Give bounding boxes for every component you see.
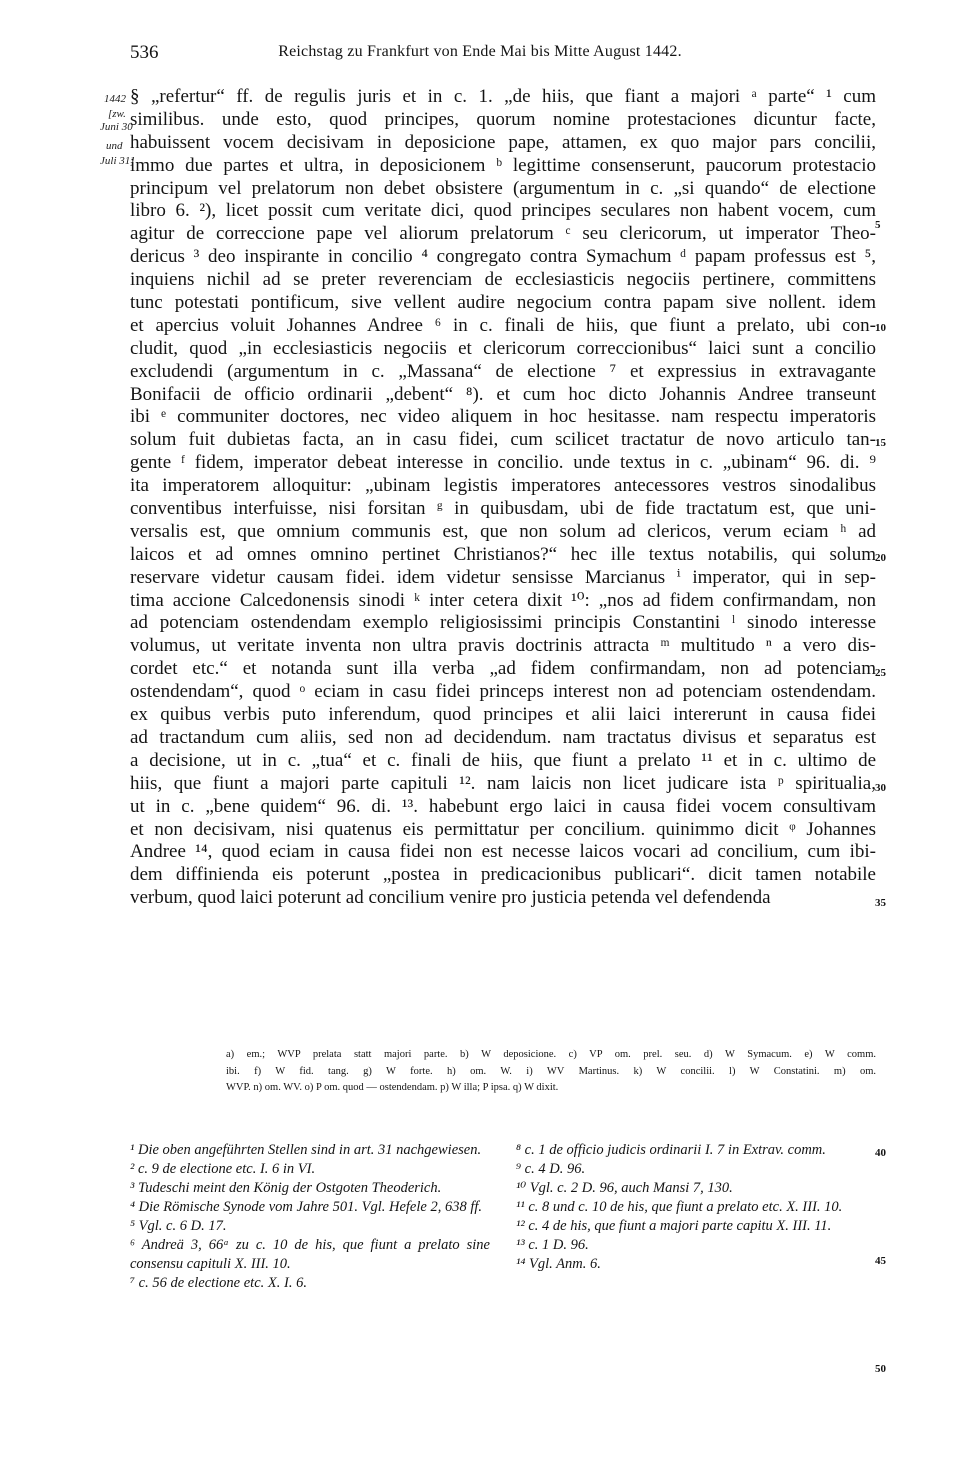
footnotes-left-column bbox=[130, 1141, 490, 1293]
line-number: 25 bbox=[875, 667, 886, 679]
text-line: agitur de correccione pape vel aliorum prelatorum ᶜ seu clericorum, ut imperator Theo- bbox=[130, 223, 876, 245]
line-number: 50 bbox=[875, 1363, 886, 1375]
line-number: 15 bbox=[875, 437, 886, 449]
footnote: ⁵ Vgl. c. 6 D. 17. bbox=[130, 1218, 227, 1234]
text-line: immo due partes et ultra, in deposicionem ᵇ legittime consenserunt, paucorum protestacio bbox=[130, 154, 876, 176]
text-line: verbum, quod laici poterunt ad concilium venire pro justicia petenda vel defendenda bbox=[130, 887, 771, 909]
margin-note-date-end: Juli 31] bbox=[100, 155, 135, 167]
footnote: ³ Tudeschi meint den König der Ostgoten Theoderich. bbox=[130, 1180, 442, 1196]
footnote: ¹¹ c. 8 und c. 10 de his, que fiunt a prelato etc. X. III. 10. bbox=[516, 1199, 843, 1215]
line-number: 10 bbox=[875, 322, 886, 334]
text-line: cordet etc.“ et notanda sunt illa verba „ad fidem confirmandam, non ad potenciam bbox=[130, 658, 876, 680]
footnote: ¹ Die oben angeführten Stellen sind in art. 31 nachgewiesen. bbox=[130, 1142, 482, 1158]
main-text bbox=[130, 86, 876, 910]
footnote: ¹⁴ Vgl. Anm. 6. bbox=[516, 1256, 601, 1272]
line-number: 45 bbox=[875, 1255, 886, 1267]
footnotes-right-column bbox=[516, 1141, 876, 1274]
text-line: et apercius voluit Johannes Andree ⁶ in c. finali de hiis, que fiunt a prelato, ubi con- bbox=[130, 314, 876, 336]
text-line: habuissent vocem decisivam in deposicione pape, attamen, ex quo major pars concilii, bbox=[130, 131, 876, 153]
text-line: tunc potestati pontificum, sive vellent audire negocium contra papam sive nollent. idem bbox=[130, 292, 876, 314]
text-line: conventibus interfuisse, nisi forsitan ᵍ in quibusdam, ubi de fide tractatum est, que uni- bbox=[130, 498, 876, 520]
text-line: solum fuit dubietas facta, an in casu fidei, cum scilicet tractatur de novo articulo tan- bbox=[130, 429, 876, 451]
text-line: hiis, que fiunt a majori parte capituli ¹². nam laicis non licet judicare ista ᵖ spiritualia, bbox=[130, 772, 876, 794]
footnote: ⁴ Die Römische Synode vom Jahre 501. Vgl. Hefele 2, 638 ff. bbox=[130, 1199, 483, 1215]
text-line: principum vel prelatorum non debet obsistere (argumentum in c. „si quando“ de electione bbox=[130, 177, 876, 199]
text-line: ut in c. „bene quidem“ 96. di. ¹³. habebunt ergo laici in causa fidei vocem consultivam bbox=[130, 795, 876, 817]
footnote: ¹⁰ Vgl. c. 2 D. 96, auch Mansi 7, 130. bbox=[516, 1180, 733, 1196]
text-line: ostendendam“, quod ᵒ eciam in casu fidei princeps interest non ad potenciam ostendendam. bbox=[130, 681, 876, 703]
footnote: ⁷ c. 56 de electione etc. X. I. 6. bbox=[130, 1275, 307, 1291]
line-number: 20 bbox=[875, 552, 886, 564]
text-line: excludendi (argumentum in c. „Massana“ de electione ⁷ et expressius in extravagante bbox=[130, 360, 876, 382]
footnote: ¹³ c. 1 D. 96. bbox=[516, 1237, 589, 1253]
apparatus-line: WVP. n) om. WV. o) P om. quod — ostendendam. p) W illa; P ipsa. q) W dixit. bbox=[226, 1082, 559, 1093]
footnote: ⁹ c. 4 D. 96. bbox=[516, 1161, 586, 1177]
running-head: Reichstag zu Frankfurt von Ende Mai bis Mitte August 1442. bbox=[278, 43, 682, 60]
critical-apparatus bbox=[226, 1047, 876, 1097]
apparatus-line: ibi. f) W fid. tang. g) W forte. h) om. W. i) WV Martinus. k) W concilii. l) W Constatini. m) om. bbox=[226, 1065, 876, 1077]
text-line: dericus ³ deo inspirante in concilio ⁴ congregato contra Symachum ᵈ papam professus est ⁵, bbox=[130, 246, 876, 268]
text-line: Bonifacii de officio ordinarii „debent“ ⁸). et cum hoc dicto Johannis Andree transeunt bbox=[130, 383, 876, 405]
text-line: ex quibus verbis puto inferendum, quod principes et alii laici intererunt in causa fidei bbox=[130, 704, 876, 726]
line-number: 30 bbox=[875, 782, 886, 794]
footnote: ⁸ c. 1 de officio judicis ordinarii I. 7 in Extrav. comm. bbox=[516, 1142, 826, 1158]
apparatus-line: a) em.; WVP prelata statt majori parte. b) W deposicione. c) VP om. prel. seu. d) W Symacum. e) W comm. bbox=[226, 1049, 876, 1060]
text-line: Andree ¹⁴, quod eciam in causa fidei non est necesse laicos vocari ad concilium, cum ibi- bbox=[130, 841, 876, 863]
text-line: versalis est, que omnium communis est, que non solum ad clericos, verum eciam ʰ ad bbox=[130, 520, 876, 542]
text-line: reservare videtur causam fidei. idem videtur sensisse Marcianus ⁱ imperator, qui in sep- bbox=[130, 566, 876, 588]
text-line: dem diffinienda eis poterunt „postea in predicacionibus publicari“. dicit tamen notabile bbox=[130, 864, 876, 886]
page-number: 536 bbox=[130, 42, 159, 63]
footnote: ² c. 9 de electione etc. I. 6 in VI. bbox=[130, 1161, 316, 1177]
margin-note-year: 1442 bbox=[104, 93, 126, 105]
text-line: ibi ᵉ communiter doctores, nec video aliquem in hoc hesitasse. nam respectu imperatoris bbox=[130, 406, 876, 428]
line-number: 5 bbox=[875, 219, 881, 231]
footnote: ⁶ Andreä 3, 66ᵃ zu c. 10 de his, que fiunt a prelato sine consensu capituli X. III. 10. bbox=[130, 1237, 490, 1272]
text-line: inquiens nichil ad se preter reverenciam de ecclesiasticis negociis pertinere, committens bbox=[130, 269, 876, 291]
text-line: laicos et ad omnes omnino pertinet Christianos?“ hec ille textus notabilis, qui solum bbox=[130, 543, 876, 565]
margin-note-date-start: Juni 30 bbox=[100, 121, 133, 133]
text-line: tima accione Calcedonensis sinodi ᵏ inter cetera dixit ¹⁰: „nos ad fidem confirmandam, non bbox=[130, 589, 876, 611]
text-line: similibus. unde esto, quod principes, quorum nomine protestaciones dicuntur facte, bbox=[130, 108, 876, 130]
text-line: et non decisivam, nisi quatenus eis permittatur per concilium. quinimmo dicit ᵠ Johannes bbox=[130, 818, 876, 840]
text-line: cludit, quod „in ecclesiasticis negociis et clericorum correccionibus“ laici sunt a concilio bbox=[130, 337, 876, 359]
margin-note-und: und bbox=[106, 140, 123, 152]
line-number: 40 bbox=[875, 1147, 886, 1159]
text-line: ad tractandum cum aliis, sed non ad decidendum. nam tractatus divisus et separatus est bbox=[130, 726, 876, 748]
margin-note-bracket: [zw. bbox=[108, 108, 126, 120]
text-line: ita imperatorem alloquitur: „ubinam legistis imperatores antecessores vestros sinodalibus bbox=[130, 475, 876, 497]
text-line: gente ᶠ fidem, imperator debeat interesse in concilio. unde textus in c. „ubinam“ 96. di. ⁹ bbox=[130, 452, 876, 474]
page-header bbox=[0, 42, 960, 68]
text-line: libro 6. ²), licet possit cum veritate dici, quod principes seculares non habent vocem, cum bbox=[130, 200, 876, 222]
text-line: a decisione, ut in c. „tua“ et c. finali de hiis, que fiunt a prelato ¹¹ et in c. ultimo de bbox=[130, 749, 876, 771]
text-line: volumus, ut veritate inventa non ultra pravis doctrinis attracta ᵐ multitudo ⁿ a vero dis- bbox=[130, 635, 876, 657]
footnote: ¹² c. 4 de his, que fiunt a majori parte capitu X. III. 11. bbox=[516, 1218, 832, 1234]
text-line: § „refertur“ ff. de regulis juris et in c. 1. „de hiis, que fiant a majori ᵃ parte“ ¹ cum bbox=[130, 86, 876, 107]
text-line: ad potenciam ostendendam exemplo religiosissimi principis Constantini ˡ sinodo interesse bbox=[130, 612, 876, 634]
line-number: 35 bbox=[875, 897, 886, 909]
